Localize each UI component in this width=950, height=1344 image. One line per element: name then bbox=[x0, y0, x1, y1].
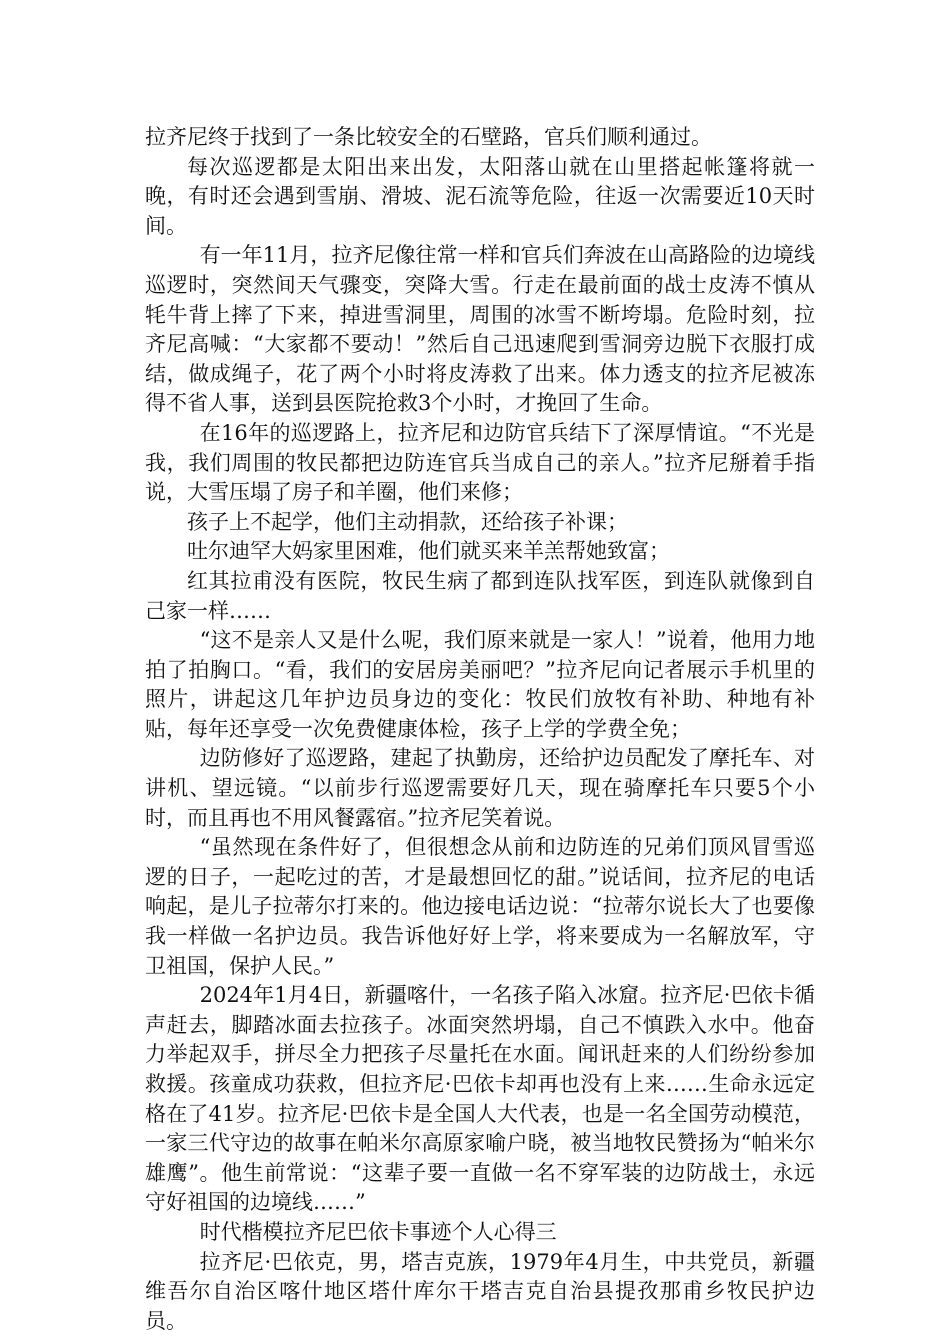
paragraph-patrol-routine: 每次巡逻都是太阳出来出发，太阳落山就在山里搭起帐篷将就一晚，有时还会遇到雪崩、滑坡、泥石流等危险，往返一次需要近10天时间。 bbox=[145, 154, 815, 238]
paragraph-snow-rescue: 有一年11月，拉齐尼像往常一样和官兵们奔波在山高路险的边境线巡逻时，突然间天气骤变，突降大雪。行走在最前面的战士皮涛不慎从牦牛背上摔了下来，掉进雪洞里，周围的冰雪不断垮塌。危险时刻，拉齐尼高喊：“大家都不要动！”然后自己迅速爬到雪洞旁边脱下衣服打成结，做成绳子，花了两个小时将皮涛救了出来。体力透支的拉齐尼被冻得不省人事，送到县医院抢救3个小时，才挽回了生命。 bbox=[145, 243, 815, 416]
paragraph-motorcycles: 边防修好了巡逻路，建起了执勤房，还给护边员配发了摩托车、对讲机、望远镜。“以前步行巡逻需要好几天，现在骑摩托车只要5个小时，而且再也不用风餐露宿。”拉齐尼笑着说。 bbox=[145, 746, 815, 830]
paragraph-memories: “虽然现在条件好了，但很想念从前和边防连的兄弟们顶风冒雪巡逻的日子，一起吃过的苦，才是最想回忆的甜。”说话间，拉齐尼的电话响起，是儿子拉蒂尔打来的。他边接电话边说：“拉蒂尔说长大了也要像我一样做一名护边员。我告诉他好好上学，将来要成为一名解放军，守卫祖国，保护人民。” bbox=[145, 835, 815, 978]
paragraph-stone-road: 拉齐尼终于找到了一条比较安全的石壁路，官兵们顺利通过。 bbox=[145, 125, 712, 149]
paragraph-one-family: “这不是亲人又是什么呢，我们原来就是一家人！”说着，他用力地拍了拍胸口。“看，我们的安居房美丽吧？”拉齐尼向记者展示手机里的照片，讲起这几年护边员身边的变化：牧民们放牧有补助、种地有补贴，每年还享受一次免费健康体检，孩子上学的学费全免； bbox=[145, 628, 815, 741]
paragraph-profile: 拉齐尼·巴依克，男，塔吉克族，1979年4月生，中共党员，新疆维吾尔自治区喀什地区塔什库尔干塔吉克自治县提孜那甫乡牧民护边员。 bbox=[145, 1249, 815, 1333]
paragraph-military-doctor: 红其拉甫没有医院，牧民生病了都到连队找军医，到连队就像到自己家一样…… bbox=[145, 568, 815, 623]
paragraph-school-help: 孩子上不起学，他们主动捐款，还给孩子补课； bbox=[187, 509, 628, 534]
section-heading: 时代楷模拉齐尼巴依卡事迹个人心得三 bbox=[199, 1219, 557, 1244]
document-page bbox=[145, 123, 815, 1336]
paragraph-lambs: 吐尔迪罕大妈家里困难，他们就买来羊羔帮她致富； bbox=[187, 539, 670, 564]
paragraph-ice-rescue: 2024年1月4日，新疆喀什，一名孩子陷入冰窟。拉齐尼·巴依卡循声赶去，脚踏冰面去拉孩子。冰面突然坍塌，自己不慎跌入水中。他奋力举起双手，拼尽全力把孩子尽量托在水面。闻讯赶来的人们纷纷参加救援。孩童成功获救，但拉齐尼·巴依卡却再也没有上来……生命永远定格在了41岁。拉齐尼·巴依卡是全国人大代表，也是一名全国劳动模范，一家三代守边的故事在帕米尔高原家喻户晓，被当地牧民赞扬为“帕米尔雄鹰”。他生前常说：“这辈子要一直做一名不穿军装的边防战士，永远守好祖国的边境线……” bbox=[145, 983, 815, 1215]
paragraph-friendship: 在16年的巡逻路上，拉齐尼和边防官兵结下了深厚情谊。“不光是我，我们周围的牧民都把边防连官兵当成自己的亲人。”拉齐尼掰着手指说，大雪压塌了房子和羊圈，他们来修； bbox=[145, 420, 815, 505]
